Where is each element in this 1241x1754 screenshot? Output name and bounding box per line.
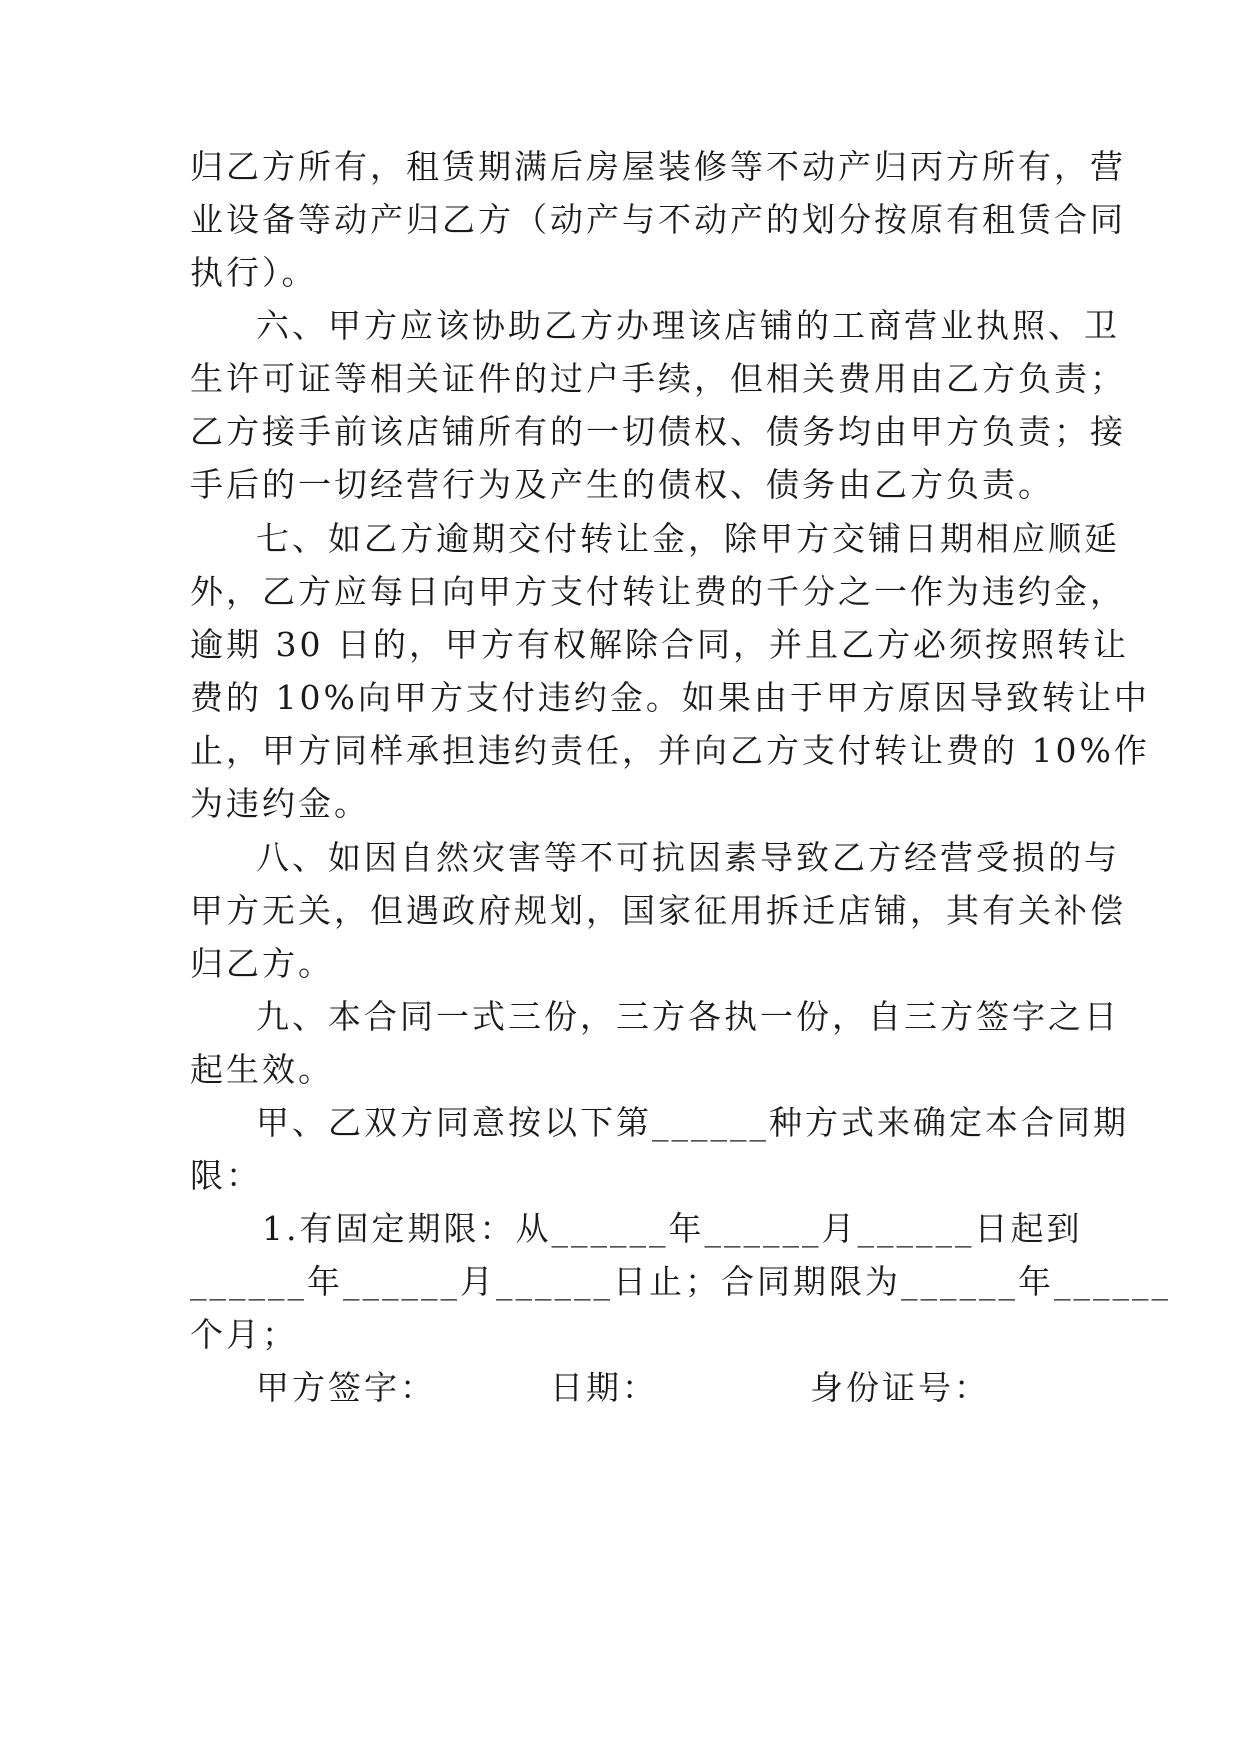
term-option-line: 1.有固定期限：从______年______月______日起到	[262, 1209, 1083, 1248]
clause-9-line: 起生效。	[190, 1050, 334, 1089]
clause-6-line: 手后的一切经营行为及产生的债权、债务由乙方负责。	[190, 465, 1054, 504]
clause-6-line: 生许可证等相关证件的过户手续，但相关费用由乙方负责；	[190, 359, 1126, 398]
clause-7-line: 为违约金。	[190, 784, 370, 823]
term-option-line: 个月；	[190, 1315, 298, 1354]
text-line: 业设备等动产归乙方（动产与不动产的划分按原有租赁合同	[190, 200, 1126, 239]
text-line: 执行）。	[190, 253, 318, 292]
clause-6-line: 六、甲方应该协助乙方办理该店铺的工商营业执照、卫	[256, 306, 1120, 345]
term-intro-line: 限：	[190, 1156, 262, 1195]
id-number-label: 身份证号：	[810, 1368, 990, 1407]
clause-8-line: 归乙方。	[190, 944, 334, 983]
clause-7-line: 外，乙方应每日向甲方支付转让费的千分之一作为违约金，	[190, 572, 1126, 611]
clause-7-line: 费的 10%向甲方支付违约金。如果由于甲方原因导致转让中	[190, 678, 1150, 717]
party-a-signature-label: 甲方签字：	[256, 1368, 436, 1407]
clause-8-line: 甲方无关，但遇政府规划，国家征用拆迁店铺，其有关补偿	[190, 891, 1126, 930]
term-intro-line: 甲、乙双方同意按以下第______种方式来确定本合同期	[256, 1103, 1129, 1142]
text-line: 归乙方所有，租赁期满后房屋装修等不动产归丙方所有，营	[190, 147, 1126, 186]
clause-9-line: 九、本合同一式三份，三方各执一份，自三方签字之日	[256, 997, 1120, 1036]
signature-date-label: 日期：	[550, 1368, 658, 1407]
term-option-line: ______年______月______日止；合同期限为______年______	[190, 1262, 1171, 1301]
clause-8-line: 八、如因自然灾害等不可抗因素导致乙方经营受损的与	[256, 838, 1120, 877]
clause-7-line: 逾期 30 日的，甲方有权解除合同，并且乙方必须按照转让	[190, 625, 1129, 664]
clause-7-line: 七、如乙方逾期交付转让金，除甲方交铺日期相应顺延	[256, 519, 1120, 558]
clause-7-line: 止，甲方同样承担违约责任，并向乙方支付转让费的 10%作	[190, 731, 1150, 770]
clause-6-line: 乙方接手前该店铺所有的一切债权、债务均由甲方负责；接	[190, 412, 1126, 451]
